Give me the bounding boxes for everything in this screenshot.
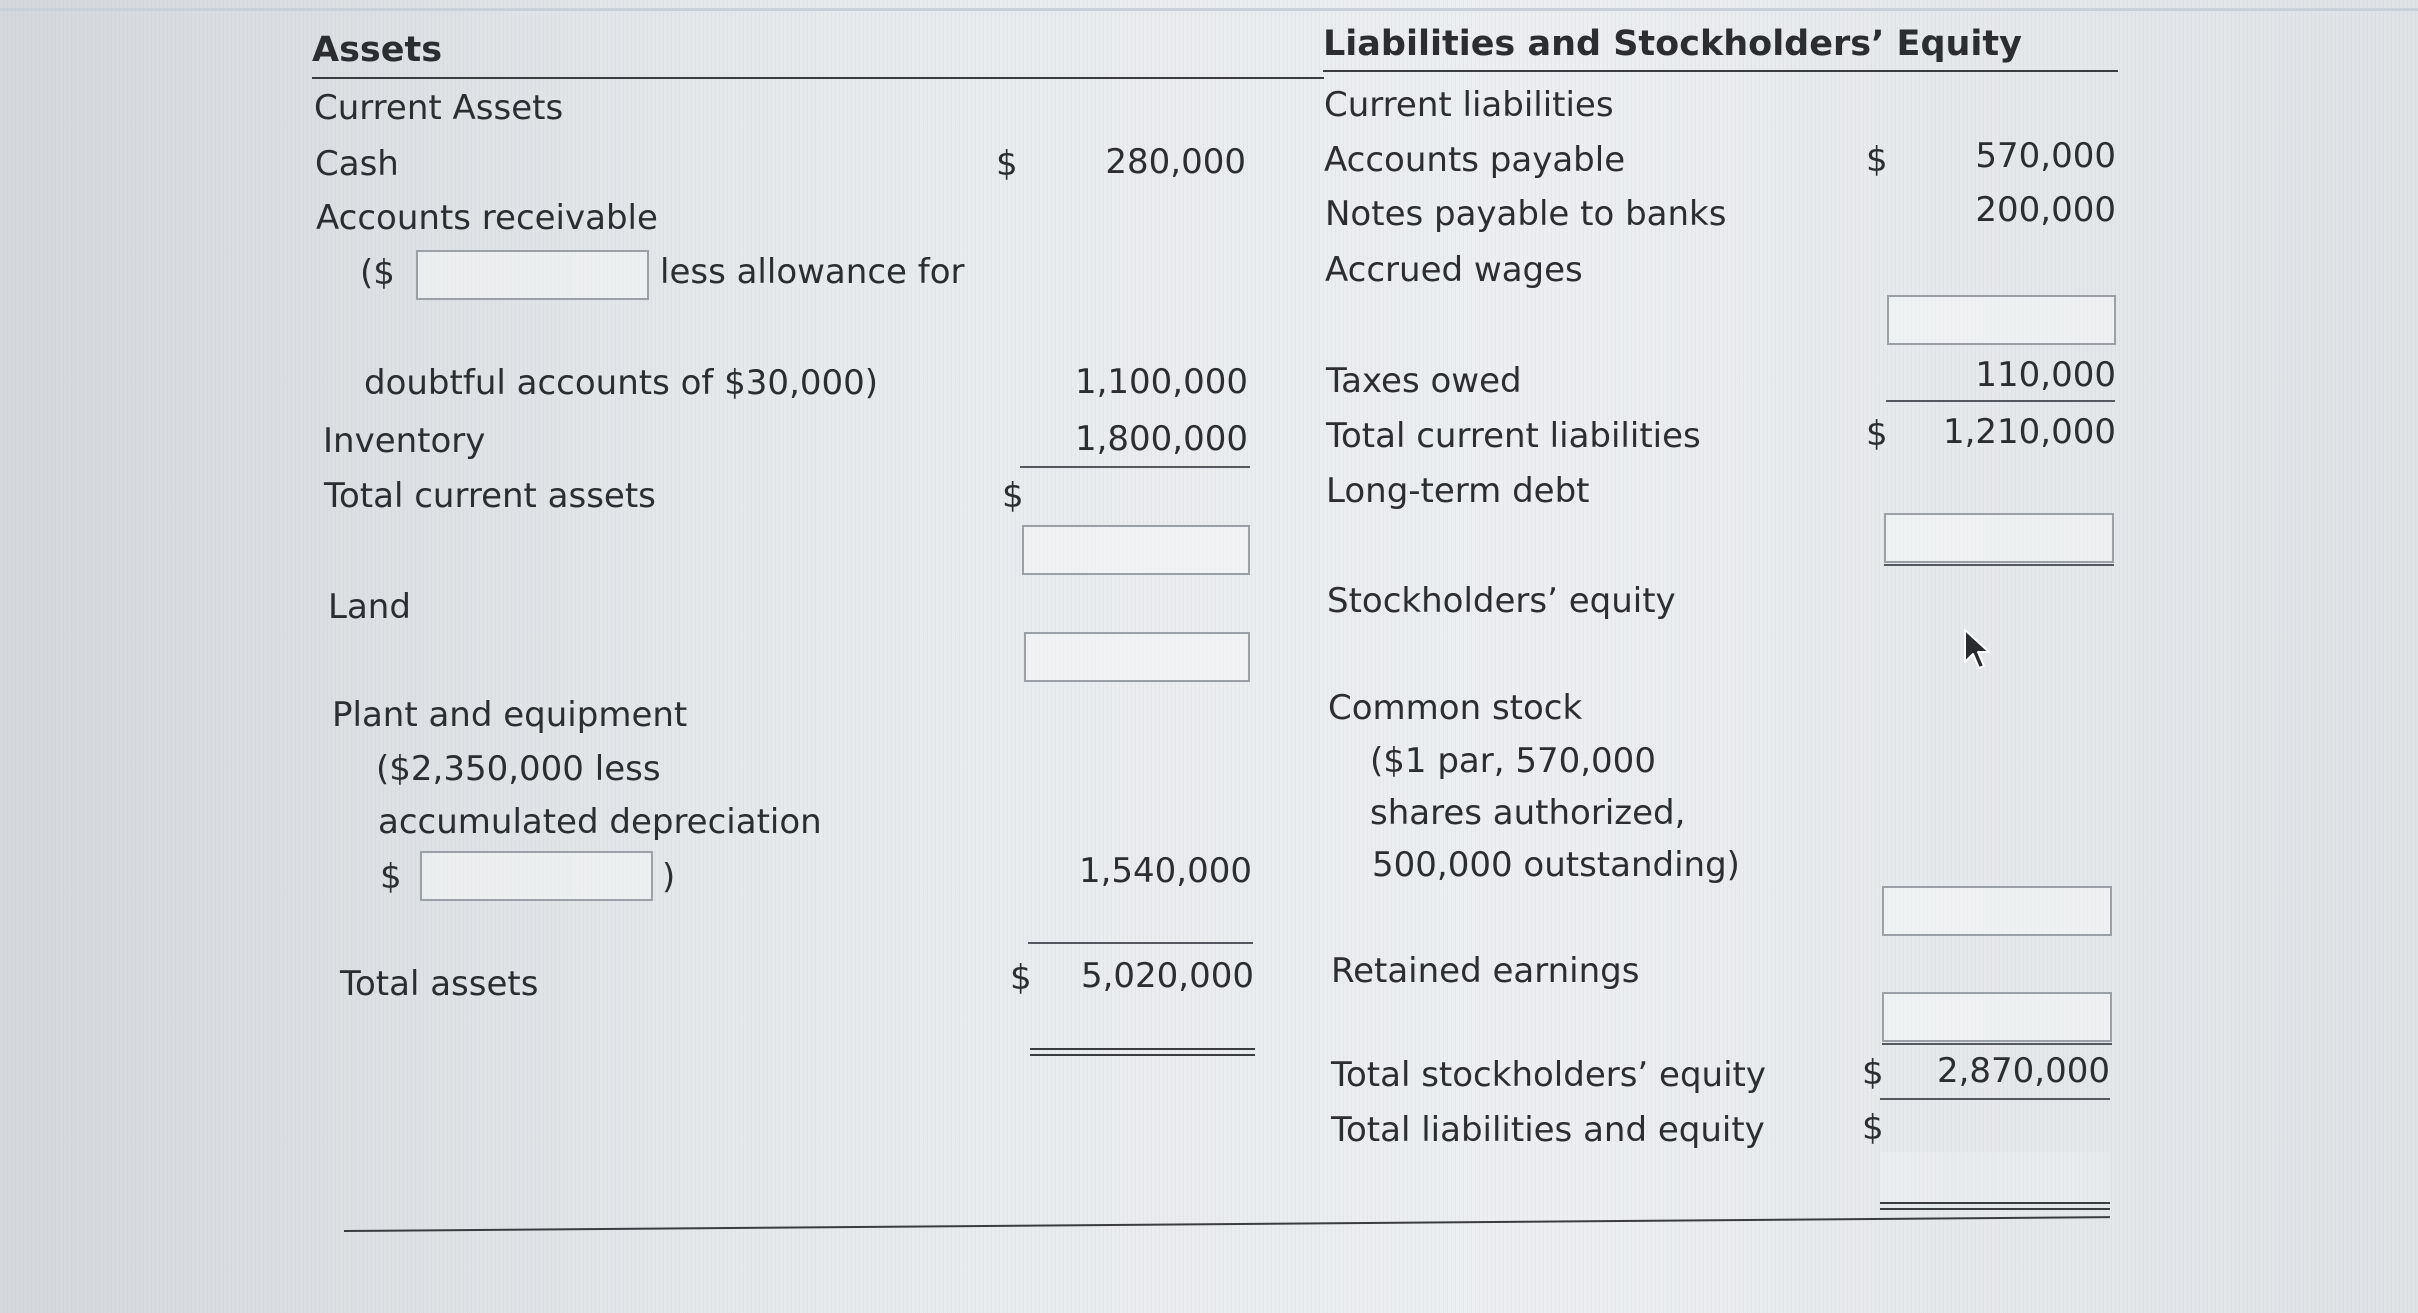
ar-open-paren-dollar: ($	[360, 253, 395, 293]
total-assets-double-rule	[1030, 1048, 1255, 1056]
common-stock-par-label: ($1 par, 570,000	[1370, 741, 1656, 781]
accrued-wages-label: Accrued wages	[1325, 250, 1583, 290]
land-label: Land	[328, 587, 411, 627]
accumulated-depreciation-label: accumulated depreciation	[378, 802, 822, 842]
plant-equipment-subtotal-rule	[1028, 942, 1253, 944]
liabilities-header-rule	[1323, 70, 2118, 72]
taxes-subtotal-rule	[1886, 400, 2115, 402]
common-stock-input[interactable]	[1882, 886, 2112, 936]
notes-payable-label: Notes payable to banks	[1325, 194, 1727, 234]
accumulated-depreciation-input[interactable]	[420, 851, 653, 901]
total-liabilities-equity-double-rule	[1880, 1202, 2110, 1210]
top-border	[0, 8, 2418, 11]
ar-net-value: 1,100,000	[1074, 362, 1248, 402]
inventory-value: 1,800,000	[1074, 419, 1248, 459]
accum-depr-close-paren: )	[662, 857, 676, 897]
plant-equipment-net-value: 1,540,000	[1078, 851, 1252, 891]
cash-label: Cash	[315, 144, 399, 184]
form-bottom-rule	[344, 1216, 2110, 1232]
total-stockholders-equity-dollar: $	[1862, 1053, 1884, 1093]
inventory-subtotal-rule	[1020, 466, 1250, 468]
total-assets-value: 5,020,000	[1080, 956, 1254, 996]
total-liabilities-equity-input[interactable]	[1880, 1152, 2110, 1202]
current-liabilities-label: Current liabilities	[1324, 85, 1614, 125]
plant-equipment-label: Plant and equipment	[332, 695, 688, 735]
common-stock-label: Common stock	[1328, 688, 1583, 728]
retained-earnings-label: Retained earnings	[1331, 951, 1640, 991]
total-current-assets-input[interactable]	[1022, 525, 1250, 575]
stockholders-equity-label: Stockholders’ equity	[1327, 581, 1676, 621]
accounts-receivable-label: Accounts receivable	[316, 198, 658, 238]
ar-gross-input[interactable]	[416, 250, 649, 300]
total-assets-label: Total assets	[340, 964, 539, 1004]
total-current-assets-label: Total current assets	[324, 476, 656, 516]
total-current-liabilities-value: 1,210,000	[1942, 412, 2116, 452]
taxes-owed-value: 110,000	[1975, 355, 2116, 395]
taxes-owed-label: Taxes owed	[1326, 361, 1522, 401]
total-equity-rule	[1880, 1098, 2110, 1100]
retained-earnings-rule	[1882, 1043, 2112, 1045]
total-stockholders-equity-value: 2,870,000	[1936, 1051, 2110, 1091]
plant-equipment-cost-label: ($2,350,000 less	[376, 749, 661, 789]
accounts-payable-label: Accounts payable	[1324, 140, 1626, 180]
retained-earnings-input[interactable]	[1882, 992, 2112, 1042]
shares-outstanding-label: 500,000 outstanding)	[1372, 845, 1740, 885]
notes-payable-value: 200,000	[1975, 190, 2116, 230]
assets-header-rule	[312, 77, 1324, 79]
total-liabilities-equity-label: Total liabilities and equity	[1331, 1110, 1765, 1150]
liabilities-equity-header: Liabilities and Stockholders’ Equity	[1323, 24, 2022, 64]
inventory-label: Inventory	[323, 421, 486, 461]
current-assets-label: Current Assets	[314, 88, 564, 128]
total-liabilities-equity-dollar: $	[1862, 1108, 1884, 1148]
accounts-payable-value: 570,000	[1975, 136, 2116, 176]
cash-dollar-sign: $	[996, 144, 1018, 184]
accrued-wages-input[interactable]	[1887, 295, 2116, 345]
total-current-assets-dollar: $	[1002, 476, 1024, 516]
land-input[interactable]	[1024, 632, 1250, 682]
total-current-liabilities-dollar: $	[1866, 414, 1888, 454]
cash-value: 280,000	[1105, 142, 1246, 182]
accounts-payable-dollar: $	[1866, 140, 1888, 180]
less-allowance-label: less allowance for	[660, 252, 965, 292]
total-stockholders-equity-label: Total stockholders’ equity	[1331, 1055, 1766, 1095]
mouse-pointer-icon	[1963, 628, 1993, 674]
doubtful-accounts-label: doubtful accounts of $30,000)	[364, 363, 879, 403]
long-term-debt-label: Long-term debt	[1326, 471, 1590, 511]
accum-depr-dollar: $	[380, 857, 402, 897]
total-assets-dollar: $	[1010, 958, 1032, 998]
long-term-debt-rule	[1884, 564, 2114, 566]
assets-header: Assets	[312, 30, 443, 70]
shares-authorized-label: shares authorized,	[1370, 793, 1686, 833]
total-current-liabilities-label: Total current liabilities	[1326, 416, 1701, 456]
long-term-debt-input[interactable]	[1884, 513, 2114, 563]
